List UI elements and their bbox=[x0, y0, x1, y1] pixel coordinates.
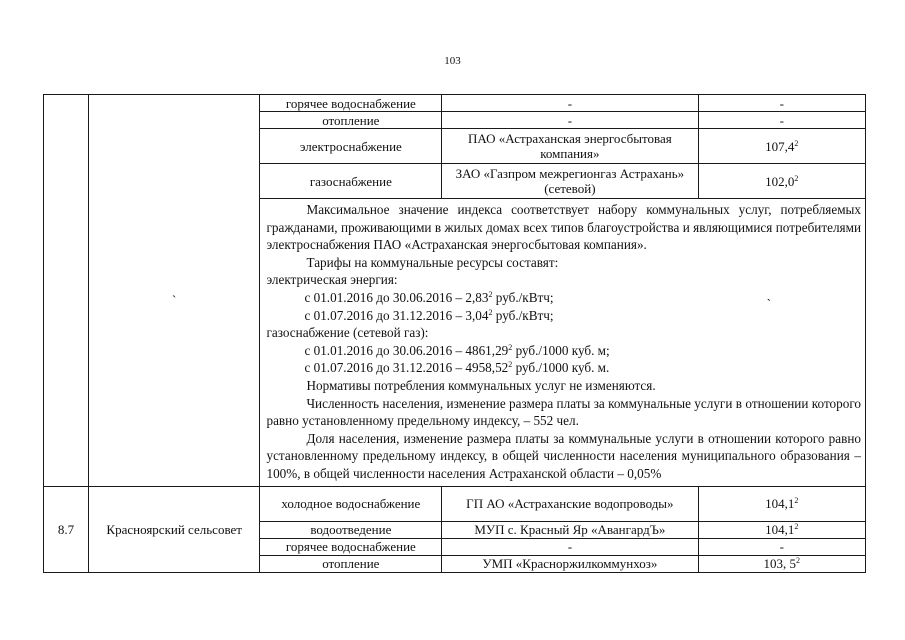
value-cell: 102,0$^2$ bbox=[698, 164, 865, 199]
description-paragraph: Максимальное значение индекса соответствует набору коммунальных услуг, потребляемых гражданами, проживающими в жилых домах всех типов благоустройства и являющимися потребителями электроснабжения ПАО «Астраханская энергосбытовая компания». bbox=[266, 202, 861, 253]
value-cell: - bbox=[698, 95, 865, 112]
value-cell: 104,1$^2$ bbox=[698, 521, 865, 538]
provider-cell: ЗАО «Газпром межрегионгаз Астрахань» (сетевой) bbox=[442, 164, 698, 199]
service-cell: горячее водоснабжение bbox=[260, 538, 442, 555]
page-number: 103 bbox=[444, 55, 461, 67]
description-paragraph: Нормативы потребления коммунальных услуг не изменяются. bbox=[306, 377, 656, 393]
tariff-line: с 01.01.2016 до 30.06.2016 – 2,83$^2$ руб./кВтч; bbox=[304, 289, 554, 305]
stray-mark: ˏ bbox=[766, 285, 771, 301]
stray-mark: ˏ bbox=[172, 282, 177, 298]
tariff-line: с 01.07.2016 до 31.12.2016 – 4958,52$^2$ руб./1000 куб. м. bbox=[304, 360, 610, 376]
row-number-cell: 8.7 bbox=[44, 486, 89, 572]
value-cell: 104,1$^2$ bbox=[698, 486, 865, 521]
provider-cell: - bbox=[442, 112, 698, 129]
service-cell: отопление bbox=[260, 112, 442, 129]
value-cell: - bbox=[698, 538, 865, 555]
description-cell bbox=[260, 199, 866, 487]
table-row bbox=[44, 486, 866, 521]
provider-cell: ПАО «Астраханская энергосбытовая компания» bbox=[442, 129, 698, 164]
provider-cell: - bbox=[442, 95, 698, 112]
description-paragraph: Численность населения, изменение размера платы за коммунальные услуги в отношении которого равно установленному предельному индексу, – 552 чел. bbox=[266, 395, 861, 429]
service-cell: отопление bbox=[260, 555, 442, 572]
service-cell: водоотведение bbox=[260, 521, 442, 538]
tariff-table bbox=[43, 94, 866, 573]
value-cell: 107,4$^2$ bbox=[698, 129, 865, 164]
row-number-cell bbox=[44, 95, 89, 487]
municipality-cell: Красноярский сельсовет bbox=[88, 486, 260, 572]
description-paragraph: Доля населения, изменение размера платы за коммунальные услуги в отношении которого равно установленному предельному индексу, в общей численности населения муниципального образования – 100%, в общей численности населения Астраханской области – 0,05% bbox=[266, 430, 861, 481]
tariff-line: с 01.07.2016 до 31.12.2016 – 3,04$^2$ руб./кВтч; ˏ bbox=[304, 285, 771, 323]
gas-heading: газоснабжение (сетевой газ): bbox=[266, 325, 429, 341]
service-cell: горячее водоснабжение bbox=[260, 95, 442, 112]
tariff-line: с 01.01.2016 до 30.06.2016 – 4861,29$^2$ руб./1000 куб. м; bbox=[304, 342, 610, 358]
electricity-heading: электрическая энергия: bbox=[266, 272, 398, 288]
provider-cell: УМП «Красноржилкоммунхоз» bbox=[442, 555, 698, 572]
service-cell: холодное водоснабжение bbox=[260, 486, 442, 521]
provider-cell: - bbox=[442, 538, 698, 555]
provider-cell: МУП с. Красный Яр «АвангардЪ» bbox=[442, 521, 698, 538]
provider-cell: ГП АО «Астраханские водопроводы» bbox=[442, 486, 698, 521]
value-cell: - bbox=[698, 112, 865, 129]
value-cell: 103, $5^2$ bbox=[698, 555, 865, 572]
service-cell: газоснабжение bbox=[260, 164, 442, 199]
municipality-cell bbox=[88, 95, 260, 487]
tariffs-intro: Тарифы на коммунальные ресурсы составят: bbox=[306, 254, 559, 270]
service-cell: электроснабжение bbox=[260, 129, 442, 164]
table-row bbox=[44, 95, 866, 112]
